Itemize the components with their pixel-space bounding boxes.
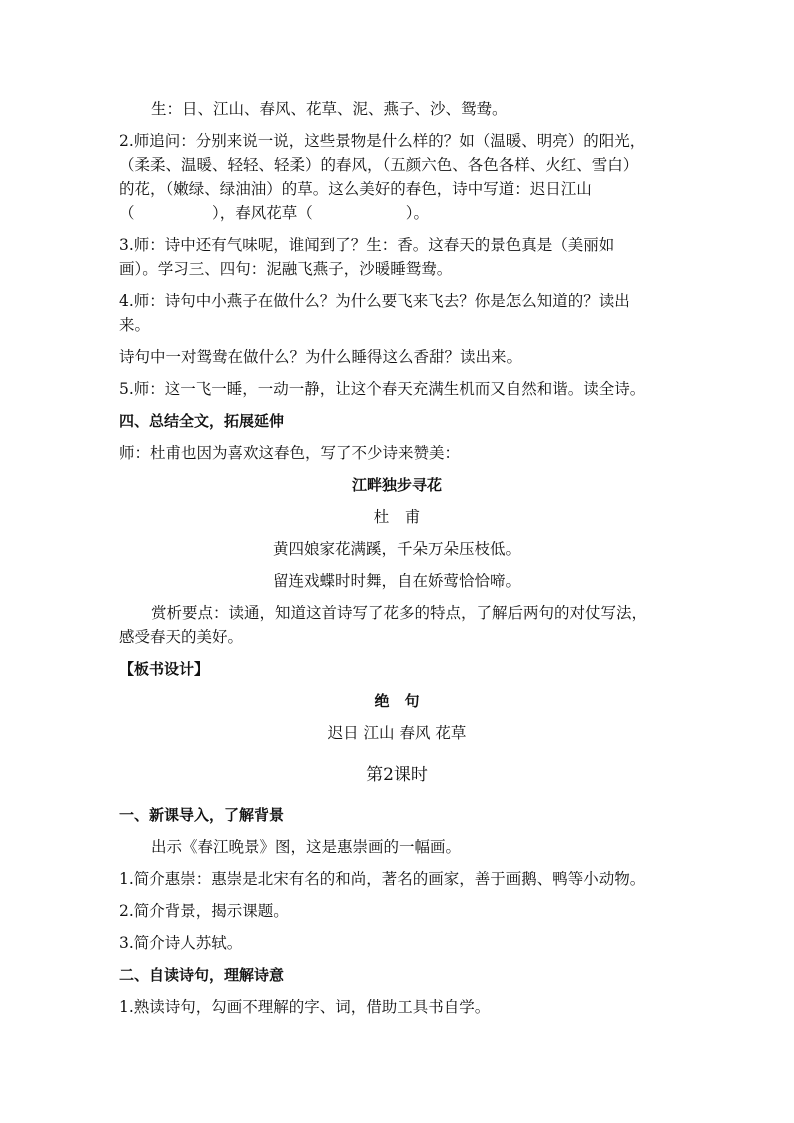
paragraph-line: 3.简介诗人苏轼。 — [119, 934, 243, 952]
paragraph-line: 的花，（嫩绿、绿油油）的草。这么美好的春色，诗中写道：迟日江山 — [119, 180, 592, 198]
paragraph-line: 4.师：诗句中小燕子在做什么？为什么要飞来飞去？你是怎么知道的？读出 — [119, 292, 630, 310]
board-title: 绝 句 — [374, 692, 420, 710]
paragraph-line: 2.简介背景，揭示课题。 — [119, 902, 289, 920]
paragraph-line: 感受春天的美好。 — [119, 628, 244, 646]
section-heading: 一、新课导入，了解背景 — [119, 806, 285, 824]
lesson-title: 第2课时 — [366, 765, 428, 785]
paragraph-line: 诗句中一对鸳鸯在做什么？为什么睡得这么香甜？读出来。 — [119, 348, 523, 366]
paragraph-line: 师：杜甫也因为喜欢这春色，写了不少诗来赞美： — [119, 444, 461, 462]
section-heading: 四、总结全文，拓展延伸 — [119, 412, 285, 430]
student-answer-line: 生：日、江山、春风、花草、泥、燕子、沙、鸳鸯。 — [151, 100, 508, 118]
section-heading: 二、自读诗句，理解诗意 — [119, 966, 285, 984]
paragraph-line: 1.熟读诗句，勾画不理解的字、词，借助工具书自学。 — [119, 998, 491, 1016]
paragraph-line: 赏析要点：读通，知道这首诗写了花多的特点，了解后两句的对仗写法， — [151, 604, 648, 622]
poem-author: 杜 甫 — [373, 508, 421, 526]
section-heading: 【板书设计】 — [119, 660, 210, 678]
paragraph-line: 出示《春江晚景》图，这是惠崇画的一幅画。 — [151, 838, 462, 856]
paragraph-line: 画）。学习三、四句：泥融飞燕子，沙暖睡鸳鸯。 — [119, 260, 453, 278]
board-keywords: 迟日 江山 春风 花草 — [327, 724, 467, 742]
paragraph-line: 5.师：这一飞一睡，一动一静，让这个春天充满生机而又自然和谐。读全诗。 — [119, 380, 646, 398]
paragraph-line: 3.师：诗中还有气味呢，谁闻到了？生：香。这春天的景色真是（美丽如 — [119, 236, 615, 254]
paragraph-line: 来。 — [119, 316, 151, 334]
poem-title: 江畔独步寻花 — [351, 476, 442, 494]
poem-line: 黄四娘家花满蹊，千朵万朵压枝低。 — [272, 540, 521, 558]
poem-line: 留连戏蝶时时舞，自在娇莺恰恰啼。 — [272, 572, 521, 590]
paragraph-line: （ ），春风花草（ ）。 — [119, 204, 430, 222]
paragraph-line: 1.简介惠崇：惠崇是北宋有名的和尚，著名的画家，善于画鹅、鸭等小动物。 — [119, 870, 646, 888]
paragraph-line: （柔柔、温暖、轻轻、轻柔）的春风，（五颜六色、各色各样、火红、雪白） — [119, 156, 639, 174]
paragraph-line: 2.师追问：分别来说一说，这些景物是什么样的？如（温暖、明亮）的阳光， — [119, 132, 646, 150]
